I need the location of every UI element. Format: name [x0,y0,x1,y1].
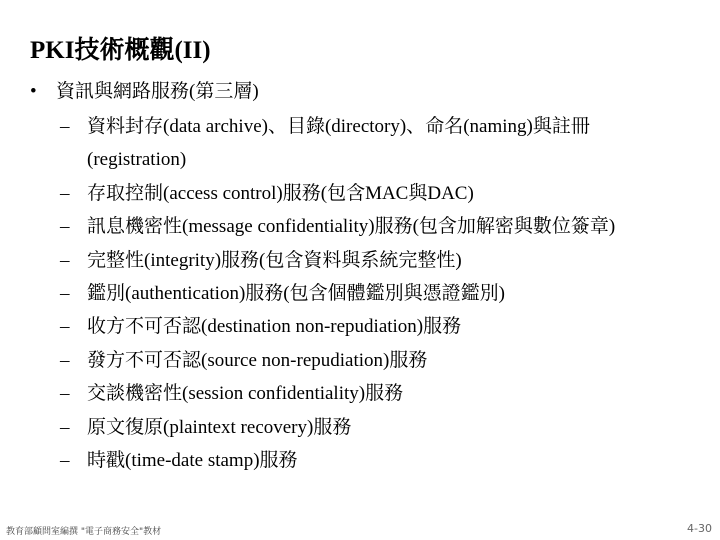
dash-glyph: – [60,349,70,371]
page-number: 4-30 [687,522,712,535]
sub-bullet-item [60,411,680,444]
sub-bullet-text: 交談機密性(session confidentiality)服務 [87,383,404,405]
dash-glyph: – [60,450,70,472]
sub-bullet-text: 鑑別(authentication)服務(包含個體鑑別與憑證鑑別) [87,283,505,305]
sub-bullet-text: 發方不可否認(source non-repudiation)服務 [87,349,428,371]
dash-glyph: – [60,416,70,438]
dash-glyph: – [60,383,70,405]
sub-bullet-text: 存取控制(access control)服務(包含MAC與DAC) [87,182,474,204]
sub-bullet-text: 收方不可否認(destination non-repudiation)服務 [87,316,462,338]
sub-bullet-item [60,210,680,243]
sub-bullet-item [60,277,680,310]
sub-bullet-item [60,344,680,377]
dash-glyph: – [60,283,70,305]
sub-bullet-item [60,310,680,343]
main-bullet-text: 資訊與網路服務(第三層) [56,81,259,102]
sub-bullet-text: 原文復原(plaintext recovery)服務 [87,416,352,438]
main-bullet [30,76,259,103]
sub-bullet-item [60,177,680,210]
sub-bullet-list [60,110,680,477]
dash-glyph: – [60,216,70,238]
sub-bullet-text: 訊息機密性(message confidentiality)服務(包含加解密與數位簽章) [87,216,616,238]
dash-glyph: – [60,182,70,204]
footer-source: 教育部顧問室編撰 "電子商務安全"教材 [6,527,162,537]
sub-bullet-item [60,110,680,177]
sub-bullet-text: 時戳(time-date stamp)服務 [87,450,298,472]
sub-bullet-text: 完整性(integrity)服務(包含資料與系統完整性) [87,249,462,271]
sub-bullet-text: 資料封存(data archive)、目錄(directory)、命名(naming)與註冊(registration) [87,116,590,171]
sub-bullet-item [60,377,680,410]
sub-bullet-item [60,444,680,477]
sub-bullet-item [60,244,680,277]
slide-title: PKI技術概觀(II) [30,37,211,64]
bullet-glyph: • [30,81,37,102]
dash-glyph: – [60,249,70,271]
dash-glyph: – [60,316,70,338]
dash-glyph: – [60,116,70,137]
